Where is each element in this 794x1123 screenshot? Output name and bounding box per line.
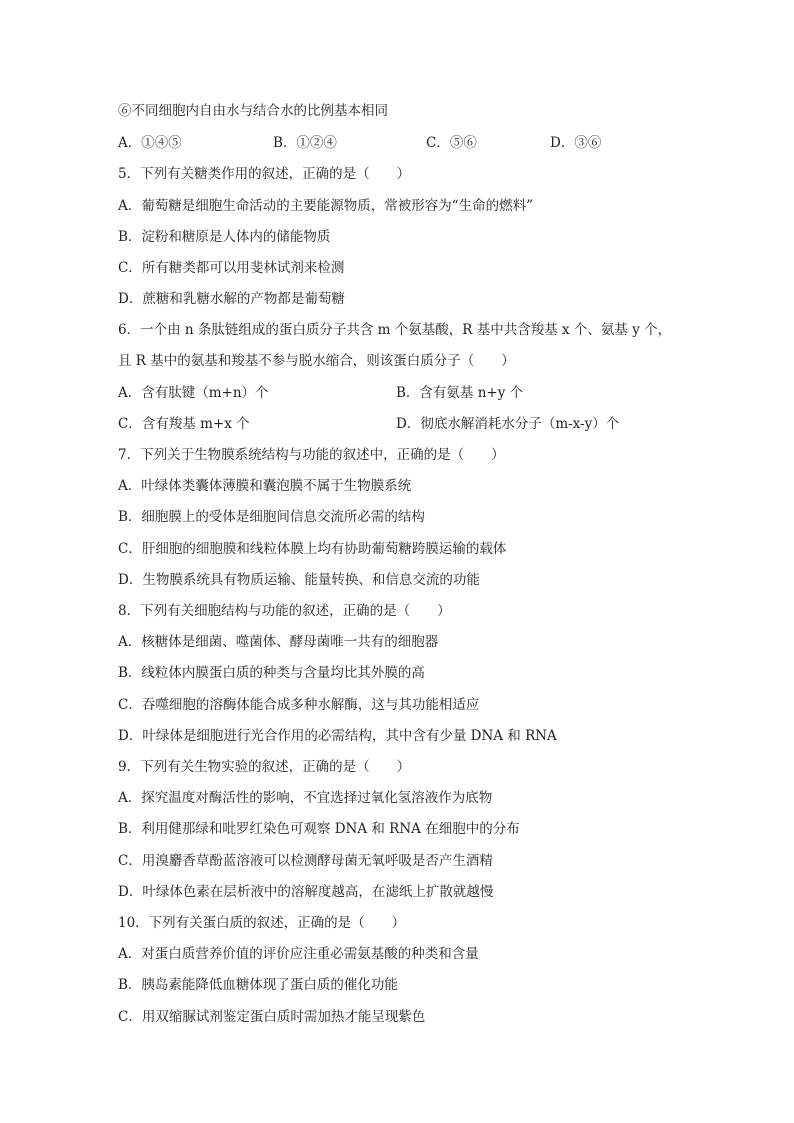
q9-option-c: C．用溴麝香草酚蓝溶液可以检测酵母菌无氧呼吸是否产生酒精: [118, 853, 493, 869]
q7-option-b: B．细胞膜上的受体是细胞间信息交流所必需的结构: [118, 509, 425, 525]
q10-option-c: C．用双缩脲试剂鉴定蛋白质时需加热才能呈现紫色: [118, 1009, 426, 1025]
q9-option-a: A．探究温度对酶活性的影响，不宜选择过氧化氢溶液作为底物: [118, 790, 493, 806]
q6-option-a: A．含有肽键（m+n）个: [118, 385, 269, 401]
q7-option-c: C．肝细胞的细胞膜和线粒体膜上均有协助葡萄糖跨膜运输的载体: [118, 541, 507, 557]
q10-option-b: B．胰岛素能降低血糖体现了蛋白质的催化功能: [118, 977, 398, 993]
q6-stem-line2: 且 R 基中的氨基和羧基不参与脱水缩合，则该蛋白质分子（ ）: [118, 353, 515, 369]
q9-option-b: B．利用健那绿和吡罗红染色可观察 DNA 和 RNA 在细胞中的分布: [118, 821, 520, 837]
q5-stem: 5．下列有关糖类作用的叙述，正确的是（ ）: [118, 166, 411, 182]
q4-option-a: A．①④⑤: [118, 135, 182, 151]
q7-option-a: A．叶绿体类囊体薄膜和囊泡膜不属于生物膜系统: [118, 478, 412, 494]
q6-option-c: C．含有羧基 m+x 个: [118, 416, 250, 432]
q7-option-d: D．生物膜系统具有物质运输、能量转换、和信息交流的功能: [118, 572, 480, 588]
q6-option-b: B．含有氨基 n+y 个: [396, 385, 524, 401]
item6-statement: ⑥不同细胞内自由水与结合水的比例基本相同: [118, 103, 388, 119]
q9-option-d: D．叶绿体色素在层析液中的溶解度越高，在滤纸上扩散就越慢: [118, 884, 494, 900]
q5-option-d: D．蔗糖和乳糖水解的产物都是葡萄糖: [118, 291, 345, 307]
q4-option-d: D．③⑥: [550, 135, 602, 151]
q5-option-b: B．淀粉和糖原是人体内的储能物质: [118, 229, 331, 245]
q10-stem: 10．下列有关蛋白质的叙述，正确的是（ ）: [118, 915, 406, 931]
q6-stem-line1: 6．一个由 n 条肽链组成的蛋白质分子共含 m 个氨基酸，R 基中共含羧基 x 个、氨基 y 个，: [118, 322, 672, 338]
q8-option-d: D．叶绿体是细胞进行光合作用的必需结构，其中含有少量 DNA 和 RNA: [118, 728, 557, 744]
q5-option-a: A．葡萄糖是细胞生命活动的主要能源物质，常被形容为“生命的燃料”: [118, 198, 534, 214]
q8-option-b: B．线粒体内膜蛋白质的种类与含量均比其外膜的高: [118, 665, 425, 681]
q4-option-c: C．⑤⑥: [426, 135, 477, 151]
q8-option-c: C．吞噬细胞的溶酶体能合成多种水解酶，这与其功能相适应: [118, 697, 480, 713]
q4-option-b: B．①②④: [273, 135, 337, 151]
q5-option-c: C．所有糖类都可以用斐林试剂来检测: [118, 260, 345, 276]
q7-stem: 7．下列关于生物膜系统结构与功能的叙述中，正确的是（ ）: [118, 447, 505, 463]
q6-option-d: D．彻底水解消耗水分子（m-x-y）个: [396, 416, 620, 432]
q9-stem: 9．下列有关生物实验的叙述，正确的是（ ）: [118, 759, 411, 775]
q10-option-a: A．对蛋白质营养价值的评价应注重必需氨基酸的种类和含量: [118, 946, 479, 962]
q8-option-a: A．核糖体是细菌、噬菌体、酵母菌唯一共有的细胞器: [118, 634, 439, 650]
q8-stem: 8．下列有关细胞结构与功能的叙述，正确的是（ ）: [118, 603, 451, 619]
